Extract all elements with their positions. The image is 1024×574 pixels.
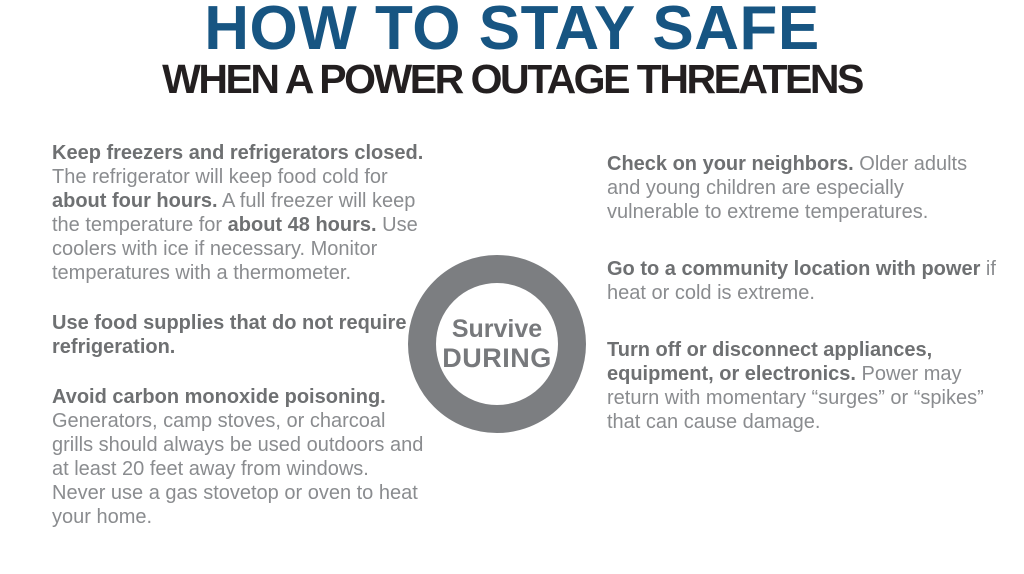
text-run-bold: Avoid carbon monoxide poisoning. bbox=[52, 386, 386, 408]
text-run: Use coolers with ice if necessary. Monitor temperatures with a thermometer. bbox=[52, 214, 418, 284]
text-run-bold: Use food supplies that do not require refrigeration. bbox=[52, 312, 407, 358]
survive-during-badge bbox=[408, 255, 586, 433]
text-run-bold: Turn off or disconnect appliances, equipment, or electronics. bbox=[607, 339, 933, 385]
paragraph-turn-off-appliances bbox=[607, 338, 999, 434]
text-run-bold: Keep freezers and refrigerators closed. bbox=[52, 142, 424, 164]
paragraph-community-location bbox=[607, 257, 999, 305]
text-run-bold: Check on your neighbors. bbox=[607, 153, 854, 175]
paragraph-food-supplies bbox=[52, 311, 424, 359]
header bbox=[0, 0, 1024, 100]
badge-line-survive: Survive bbox=[451, 315, 543, 343]
text-run-bold: about four hours. bbox=[52, 190, 218, 212]
right-column bbox=[607, 152, 999, 467]
text-run: Generators, camp stoves, or charcoal grills should always be used outdoors and at least 20 feet away from windows. Never use a gas stovetop or oven to heat your home. bbox=[52, 410, 424, 528]
text-run-bold: Go to a community location with power bbox=[607, 258, 981, 280]
text-run-bold: about 48 hours. bbox=[227, 214, 377, 236]
page-title: HOW TO STAY SAFE bbox=[204, 0, 820, 63]
paragraph-carbon-monoxide bbox=[52, 385, 424, 529]
text-run: Power may return with momentary “surges” or “spikes” that can cause damage. bbox=[607, 363, 984, 433]
page-subtitle: WHEN A POWER OUTAGE THREATENS bbox=[162, 56, 862, 102]
text-run: if heat or cold is extreme. bbox=[607, 258, 996, 304]
badge-label bbox=[442, 315, 552, 373]
paragraph-check-neighbors bbox=[607, 152, 999, 224]
left-column bbox=[52, 141, 424, 555]
paragraph-keep-freezers-closed bbox=[52, 141, 424, 285]
text-run: Older adults and young children are especially vulnerable to extreme temperatures. bbox=[607, 153, 968, 223]
text-run: The refrigerator will keep food cold for bbox=[52, 166, 388, 188]
badge-line-during: DURING bbox=[442, 343, 552, 373]
text-run: A full freezer will keep the temperature for bbox=[52, 190, 416, 236]
